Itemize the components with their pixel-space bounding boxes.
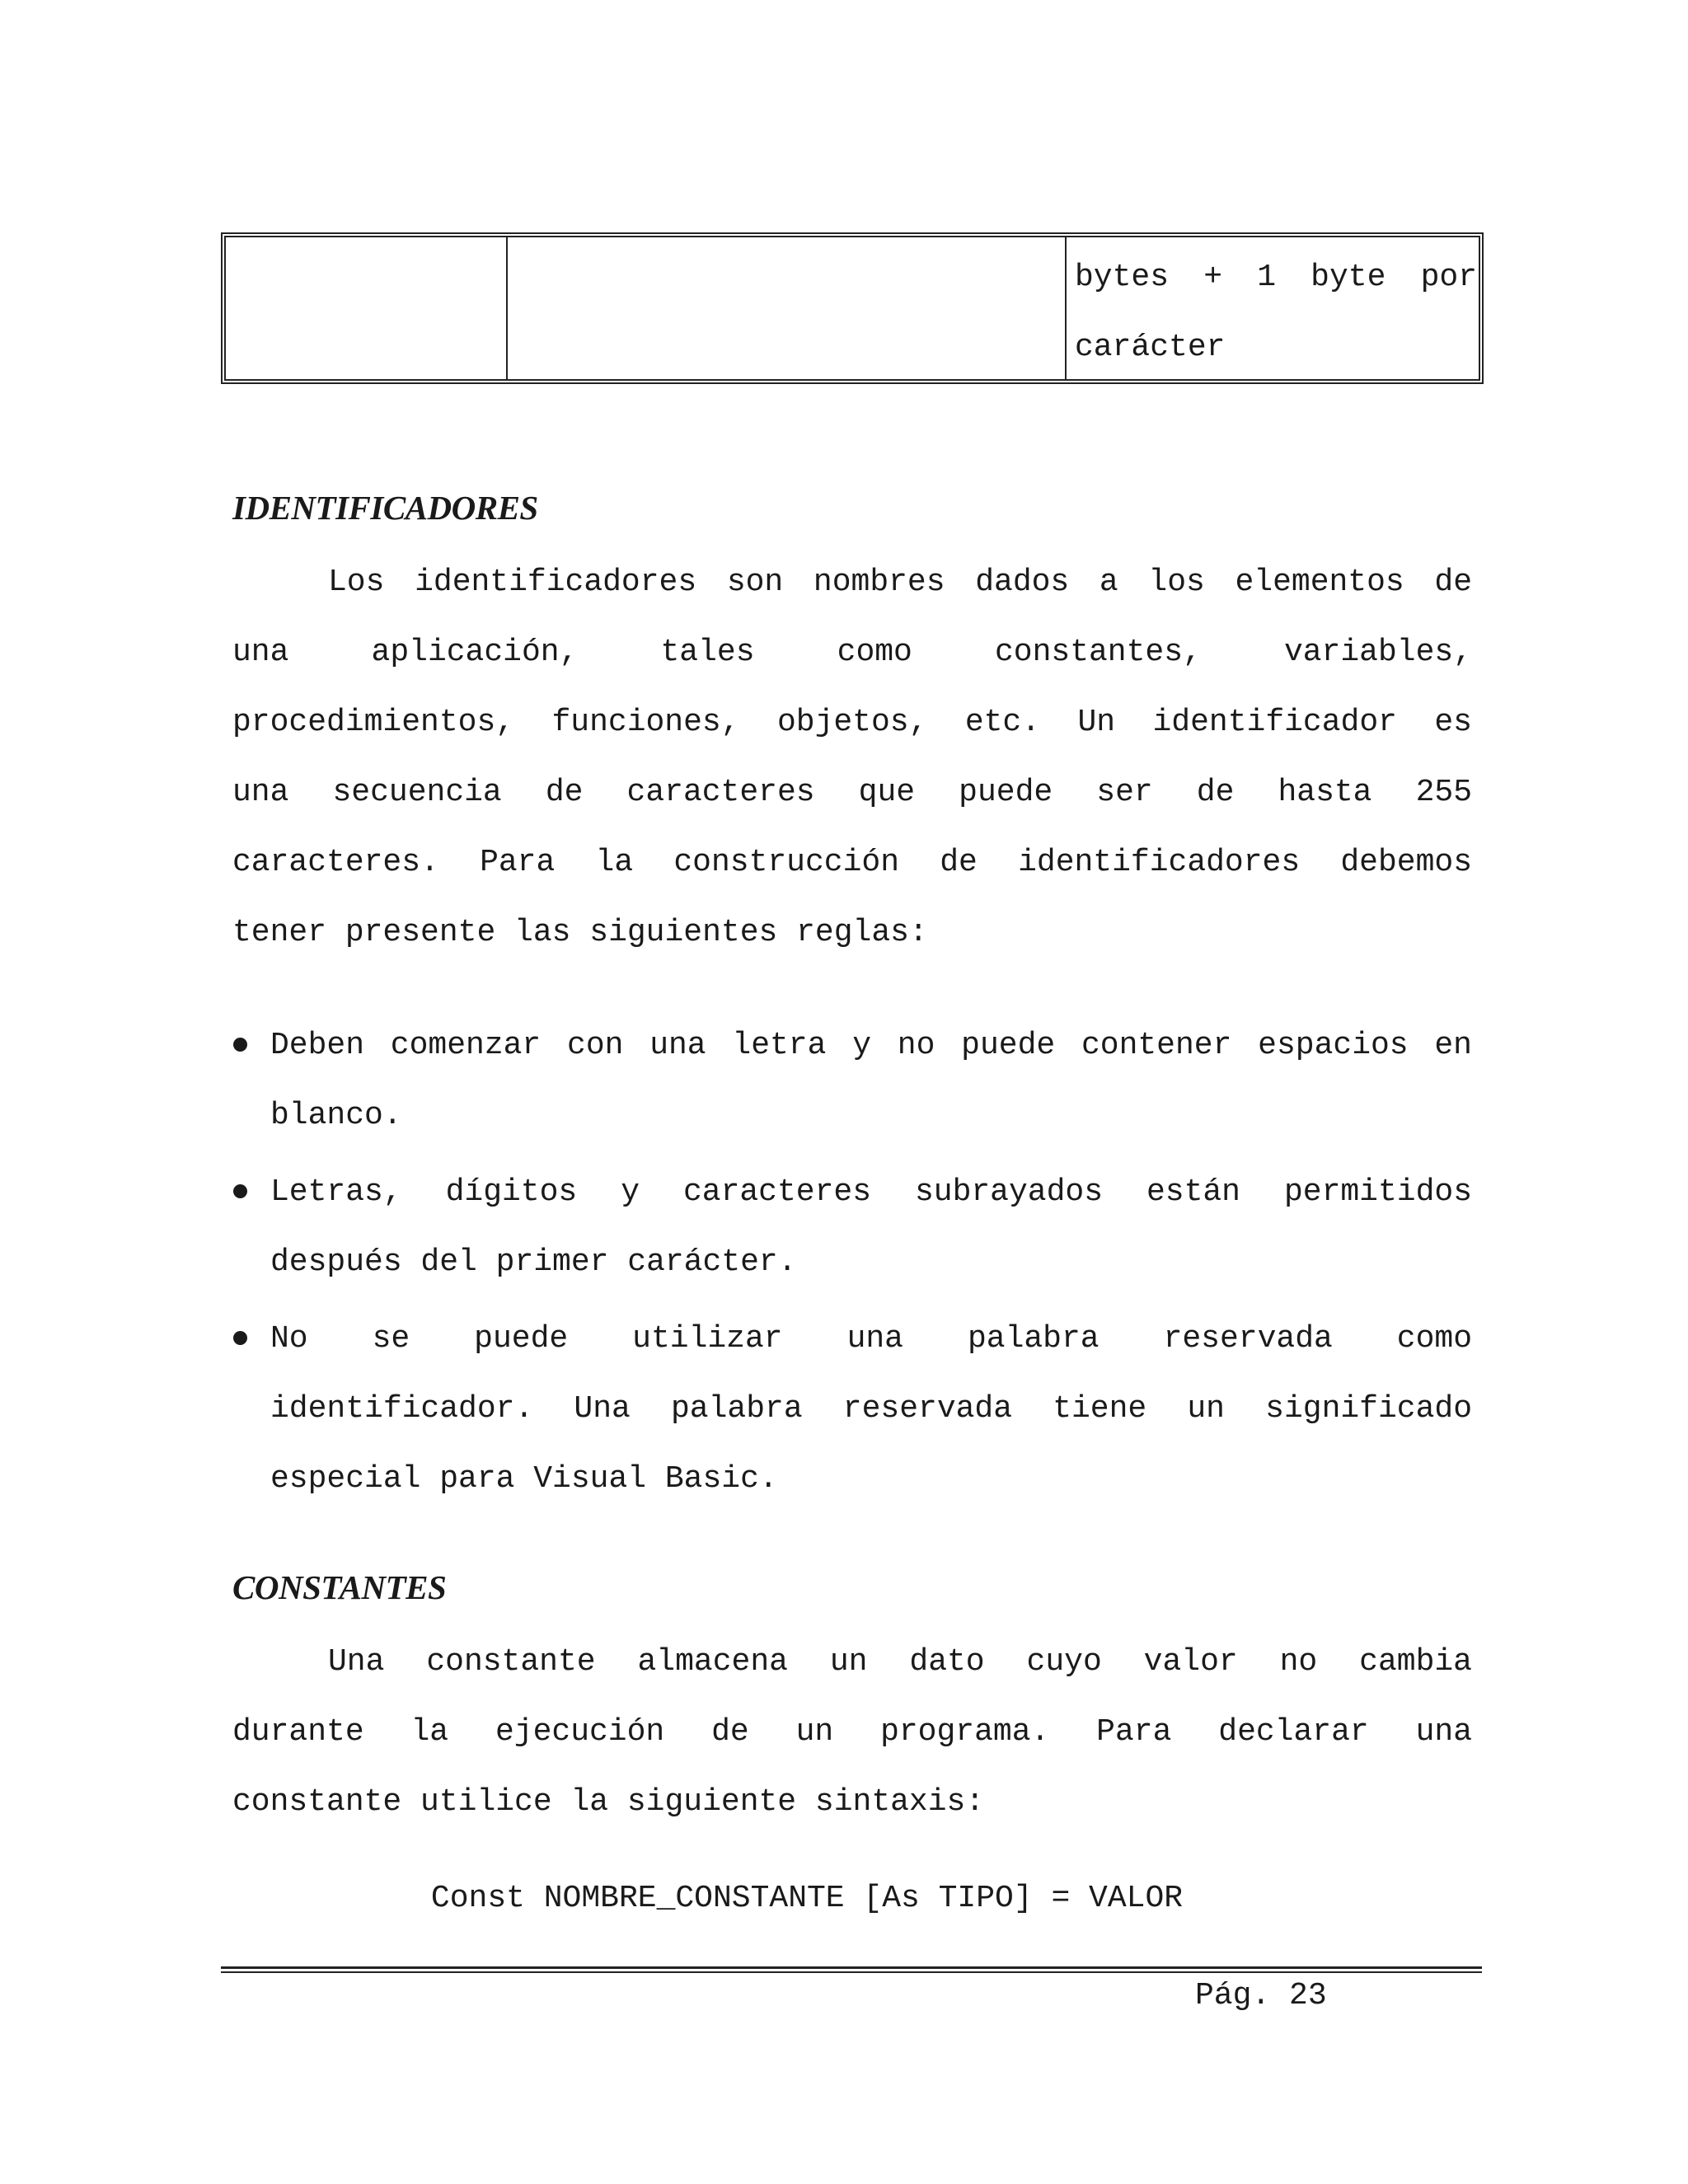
paragraph-constantes [232,1627,1472,1837]
list-item-line: especial para Visual Basic. [270,1461,778,1497]
paragraph-line: una secuencia de caracteres que puede ser de hasta 255 [232,775,1472,810]
list-item-line: después del primer carácter. [270,1244,797,1280]
paragraph-line: Una constante almacena un dato cuyo valor no cambia [328,1644,1472,1680]
table-cell-line: bytes + 1 byte por [1075,260,1477,295]
list-item [232,1010,1472,1151]
rules-list [232,1010,1472,1521]
list-item-line: Deben comenzar con una letra y no puede contener espacios en [270,1028,1472,1063]
table-cell-size [1075,242,1477,382]
table-column-divider [1065,237,1067,379]
data-types-table-fragment [221,232,1484,384]
bullet-icon [233,1184,247,1198]
constant-syntax: Const NOMBRE_CONSTANTE [As TIPO] = VALOR [430,1881,1184,1916]
page-number: Pág. 23 [1195,1978,1327,2013]
paragraph-line: caracteres. Para la construcción de identificadores debemos [232,845,1472,880]
paragraph-line: Los identificadores son nombres dados a los elementos de [328,565,1472,600]
paragraph-line: tener presente las siguientes reglas: [232,915,928,950]
paragraph-identificadores [232,547,1472,968]
list-item [232,1304,1472,1514]
list-item-line: No se puede utilizar una palabra reservada como [270,1321,1472,1357]
section-heading-constantes: CONSTANTES [232,1568,447,1606]
paragraph-line: una aplicación, tales como constantes, variables, [232,635,1472,670]
section-heading-identificadores: IDENTIFICADORES [232,489,538,527]
list-item-line: identificador. Una palabra reservada tiene un significado [270,1391,1472,1427]
list-item [232,1157,1472,1297]
list-item-line: blanco. [270,1098,402,1133]
list-item-line: Letras, dígitos y caracteres subrayados están permitidos [270,1174,1472,1210]
paragraph-line: constante utilice la siguiente sintaxis: [232,1784,985,1820]
paragraph-line: procedimientos, funciones, objetos, etc. Un identificador es [232,705,1472,740]
table-cell-line: carácter [1075,330,1226,365]
bullet-icon [233,1331,247,1345]
table-column-divider [506,237,508,379]
footer-rule [221,1966,1482,1973]
paragraph-line: durante la ejecución de un programa. Para declarar una [232,1714,1472,1750]
bullet-icon [233,1038,247,1052]
